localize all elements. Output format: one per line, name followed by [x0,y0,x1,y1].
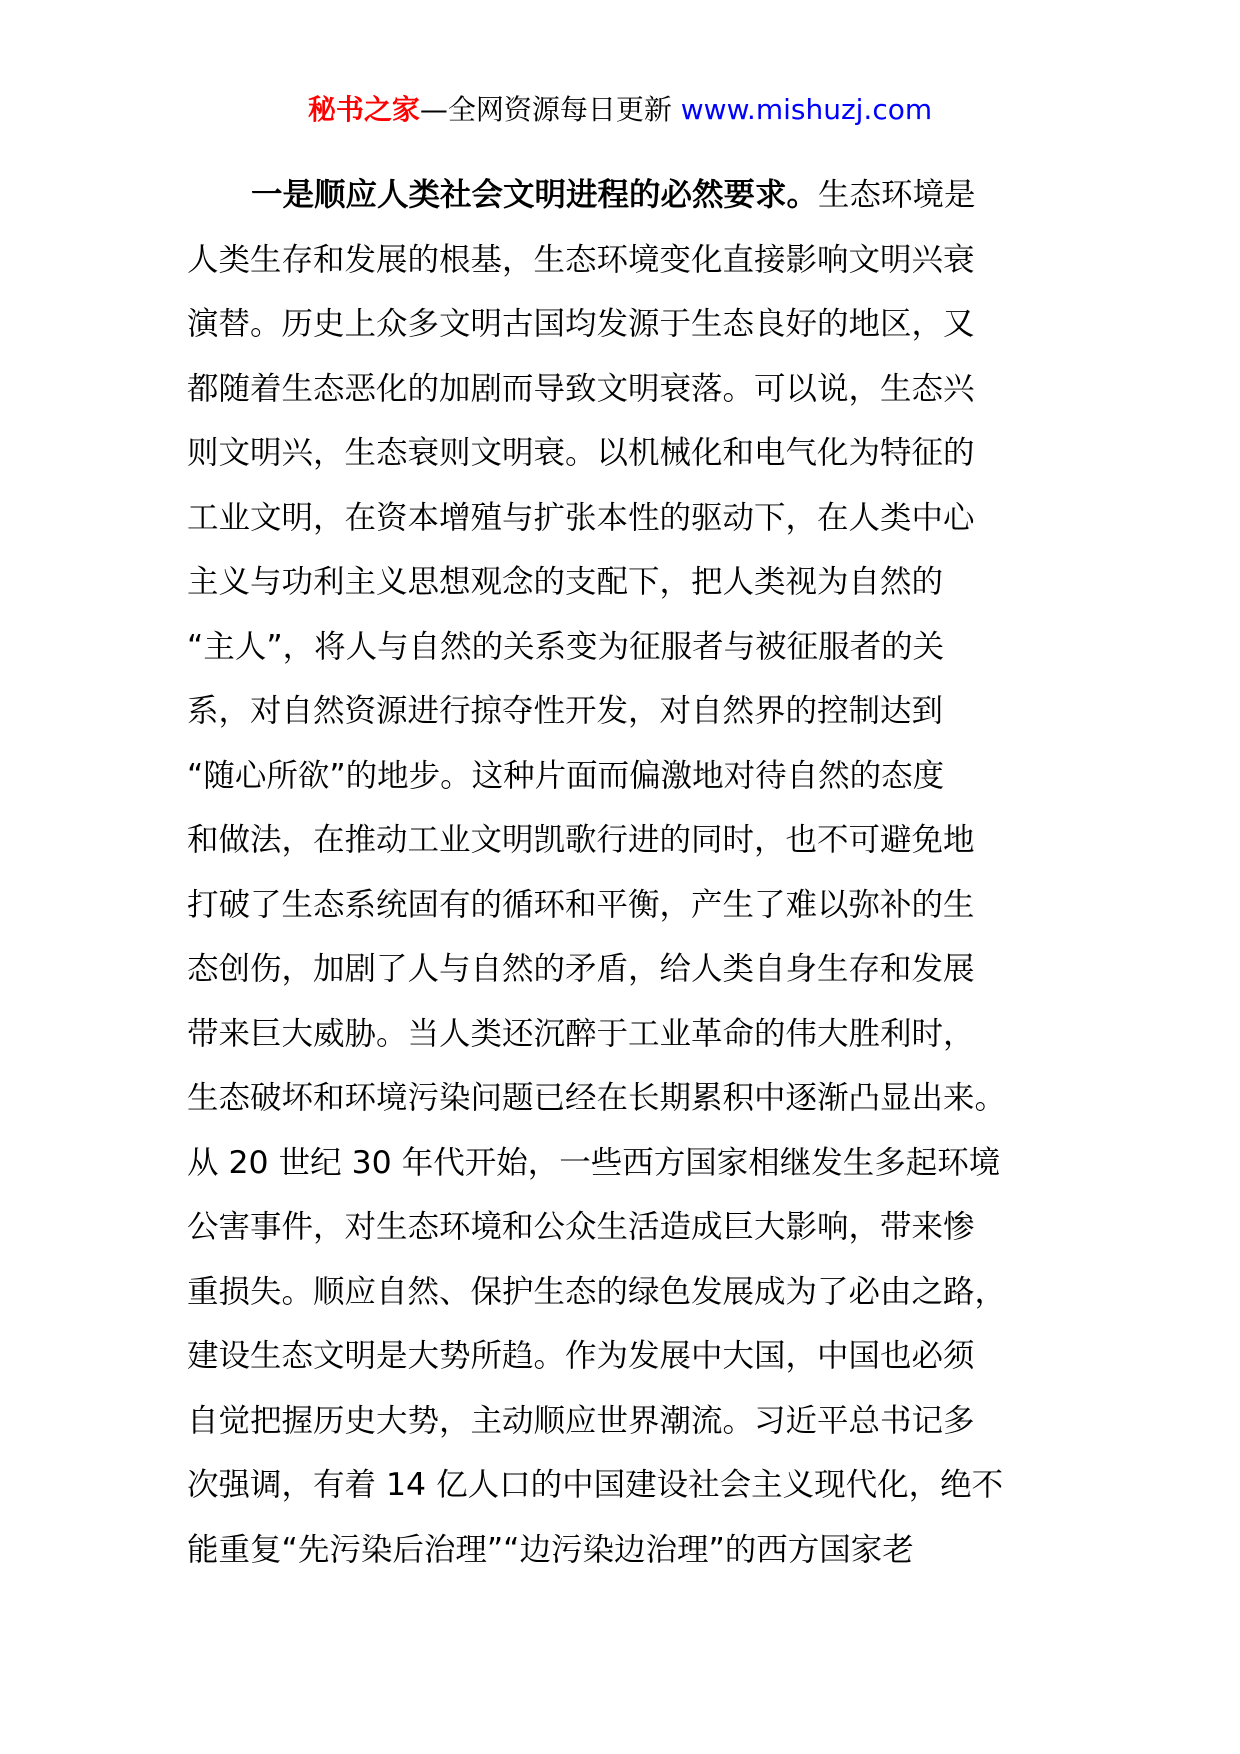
header-tagline: —全网资源每日更新 [419,93,681,126]
website-link[interactable]: www.mishuzj.com [680,93,933,126]
brand-name: 秘书之家 [307,93,420,126]
text-line: 人类生存和发展的根基，生态环境变化直接影响文明兴衰 [187,241,975,278]
text-line: 次强调，有着 14 亿人口的中国建设社会主义现代化，绝不 [187,1467,1004,1503]
paragraph-lead-heading: 一是顺应人类社会文明进程的必然要求。 [251,177,819,213]
text-line: 工业文明，在资本增殖与扩张本性的驱动下，在人类中心 [187,499,975,536]
text-line: 系，对自然资源进行掠夺性开发，对自然界的控制达到 [187,693,944,729]
text-line: 公害事件，对生态环境和公众生活造成巨大影响，带来惨 [187,1209,975,1245]
text-line: 建设生态文明是大势所趋。作为发展中大国，中国也必须 [187,1338,975,1374]
text-line: 自觉把握历史大势，主动顺应世界潮流。习近平总书记多 [187,1402,975,1439]
text-line: “主人”，将人与自然的关系变为征服者与被征服者的关 [187,628,945,665]
text-line: 生态破坏和环境污染问题已经在长期累积中逐渐凸显出来。 [187,1080,1007,1116]
text-line: 打破了生态系统固有的循环和平衡，产生了难以弥补的生 [187,886,975,923]
text-line: 和做法，在推动工业文明凯歌行进的同时，也不可避免地 [187,822,975,858]
text-line: 演替。历史上众多文明古国均发源于生态良好的地区，又 [187,306,975,342]
text-line: 带来巨大威胁。当人类还沉醉于工业革命的伟大胜利时， [187,1015,975,1052]
text-line: 主义与功利主义思想观念的支配下，把人类视为自然的 [187,564,944,600]
text-line: 能重复“先污染后治理”“边污染边治理”的西方国家老 [187,1531,914,1568]
text-line: 则文明兴，生态衰则文明衰。以机械化和电气化为特征的 [187,435,975,471]
text-line: 生态环境是 [818,177,976,213]
text-line: 态创伤，加剧了人与自然的矛盾，给人类自身生存和发展 [187,951,975,987]
text-line: “随心所欲”的地步。这种片面而偏激地对待自然的态度 [187,757,945,794]
page-header [0,90,1240,130]
text-line: 从 20 世纪 30 年代开始，一些西方国家相继发生多起环境 [187,1144,1001,1181]
body-paragraph [187,163,1067,1582]
paragraph-first-line [187,163,1067,228]
text-line: 都随着生态恶化的加剧而导致文明衰落。可以说，生态兴 [187,370,975,407]
text-line: 重损失。顺应自然、保护生态的绿色发展成为了必由之路， [187,1273,1007,1310]
